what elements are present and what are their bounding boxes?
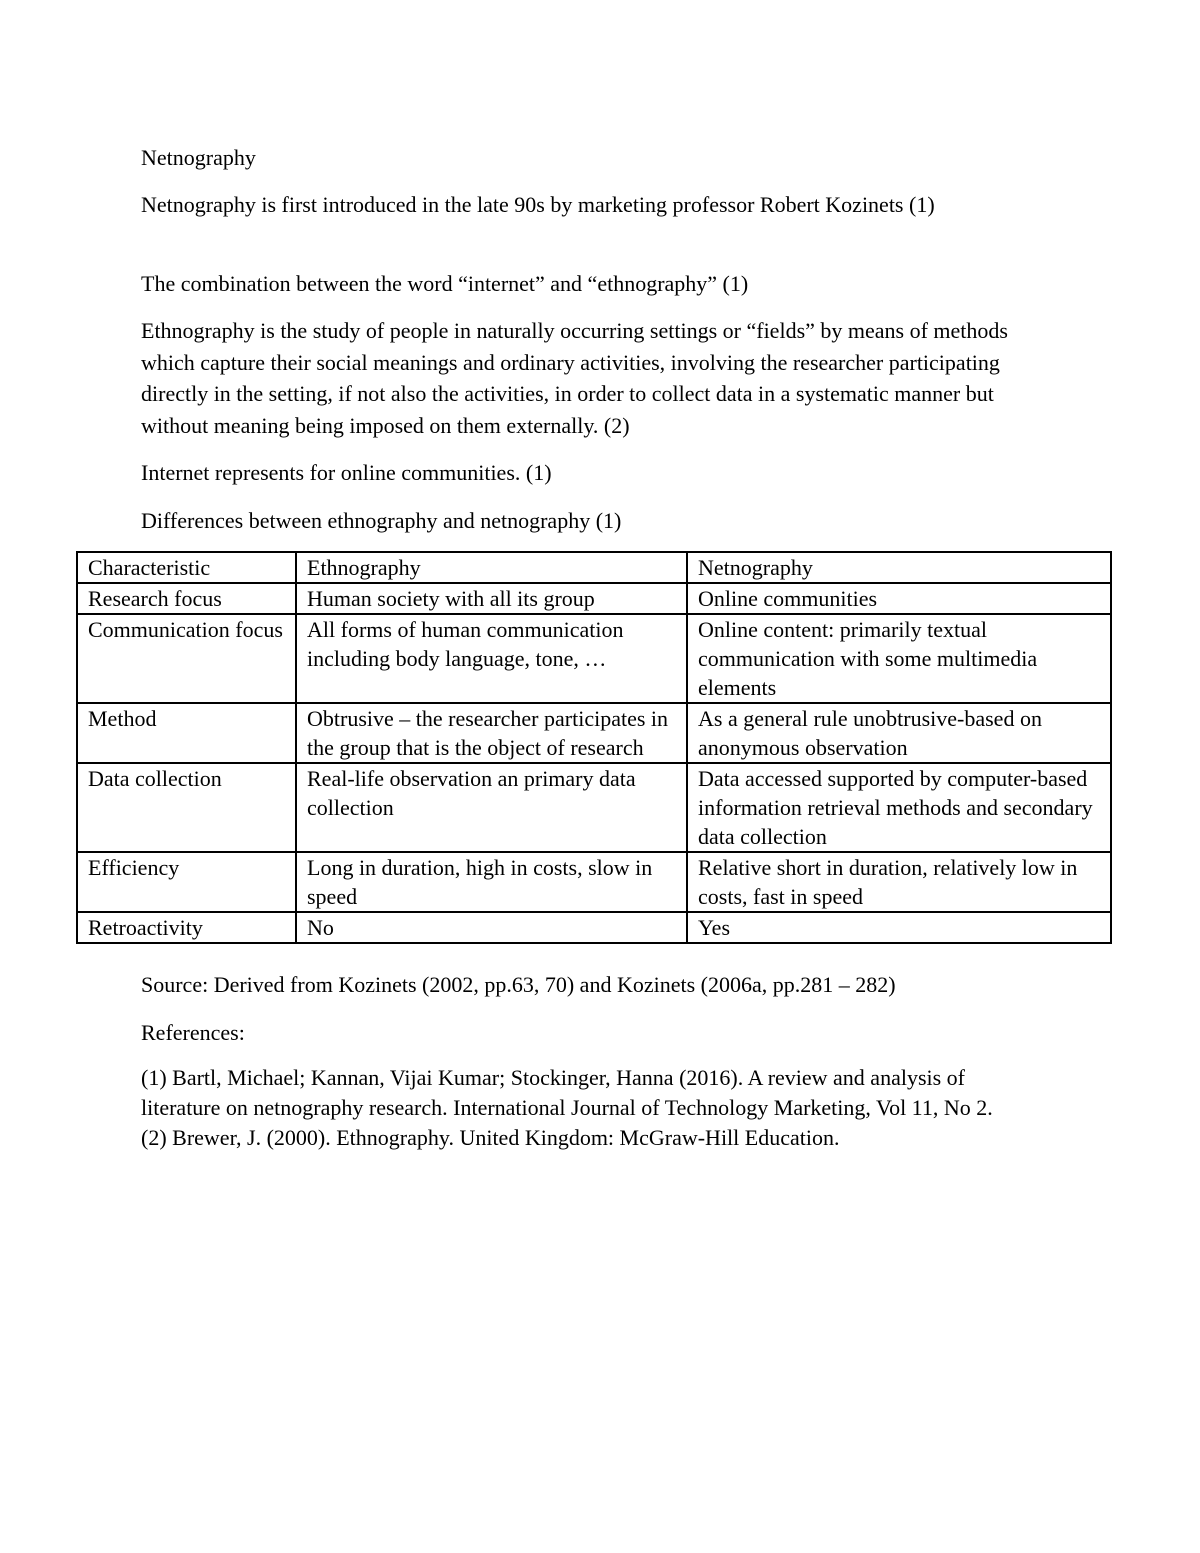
table-row: [77, 614, 1111, 703]
table-cell: No: [296, 912, 687, 943]
table-cell: Communication focus: [77, 614, 296, 703]
paragraph-combination: The combination between the word “internet” and “ethnography” (1): [141, 271, 749, 296]
table-row: [77, 852, 1111, 912]
table-cell: Human society with all its group: [296, 583, 687, 614]
table-cell: Long in duration, high in costs, slow in speed: [296, 852, 687, 912]
paragraph-intro: Netnography is first introduced in the late 90s by marketing professor Robert Kozinets (1): [141, 192, 935, 217]
reference-item: (2) Brewer, J. (2000). Ethnography. United Kingdom: McGraw-Hill Education.: [141, 1125, 840, 1150]
table-row: [77, 912, 1111, 943]
table-cell: Real-life observation an primary data collection: [296, 763, 687, 852]
table-cell: Relative short in duration, relatively low in costs, fast in speed: [687, 852, 1111, 912]
paragraph-internet: Internet represents for online communities. (1): [141, 460, 552, 485]
table-row: [77, 763, 1111, 852]
table-cell: Data collection: [77, 763, 296, 852]
table-cell: Research focus: [77, 583, 296, 614]
table-cell: Obtrusive – the researcher participates in the group that is the object of research: [296, 703, 687, 763]
references-list: [141, 1063, 1041, 1153]
table-cell: Online communities: [687, 583, 1111, 614]
table-cell: As a general rule unobtrusive-based on anonymous observation: [687, 703, 1111, 763]
comparison-table: [76, 551, 1112, 944]
table-header-cell: Ethnography: [296, 552, 687, 583]
table-cell: Yes: [687, 912, 1111, 943]
table-cell: Data accessed supported by computer-based information retrieval methods and secondary data collection: [687, 763, 1111, 852]
reference-item: (1) Bartl, Michael; Kannan, Vijai Kumar; Stockinger, Hanna (2016). A review and analysis of literature on netnography research. International Journal of Technology Marketing, Vol 11, No 2.: [141, 1065, 993, 1120]
table-header-row: [77, 552, 1111, 583]
table-cell: Efficiency: [77, 852, 296, 912]
table-row: [77, 703, 1111, 763]
table-source-note: Source: Derived from Kozinets (2002, pp.63, 70) and Kozinets (2006a, pp.281 – 282): [141, 972, 896, 997]
table-cell: Retroactivity: [77, 912, 296, 943]
paragraph-ethnography-definition: Ethnography is the study of people in naturally occurring settings or “fields” by means of methods which capture their social meanings and ordinary activities, involving the researcher participating directly in the setting, if not also the activities, in order to collect data in a systematic manner but without meaning being imposed on them externally. (2): [141, 318, 1008, 438]
table-row: [77, 583, 1111, 614]
document-heading: Netnography: [141, 145, 256, 170]
paragraph-differences: Differences between ethnography and netnography (1): [141, 508, 622, 533]
table-header-cell: Characteristic: [77, 552, 296, 583]
table-cell: All forms of human communication including body language, tone, …: [296, 614, 687, 703]
table-cell: Online content: primarily textual communication with some multimedia elements: [687, 614, 1111, 703]
table-cell: Method: [77, 703, 296, 763]
references-heading: References:: [141, 1020, 245, 1045]
table-header-cell: Netnography: [687, 552, 1111, 583]
